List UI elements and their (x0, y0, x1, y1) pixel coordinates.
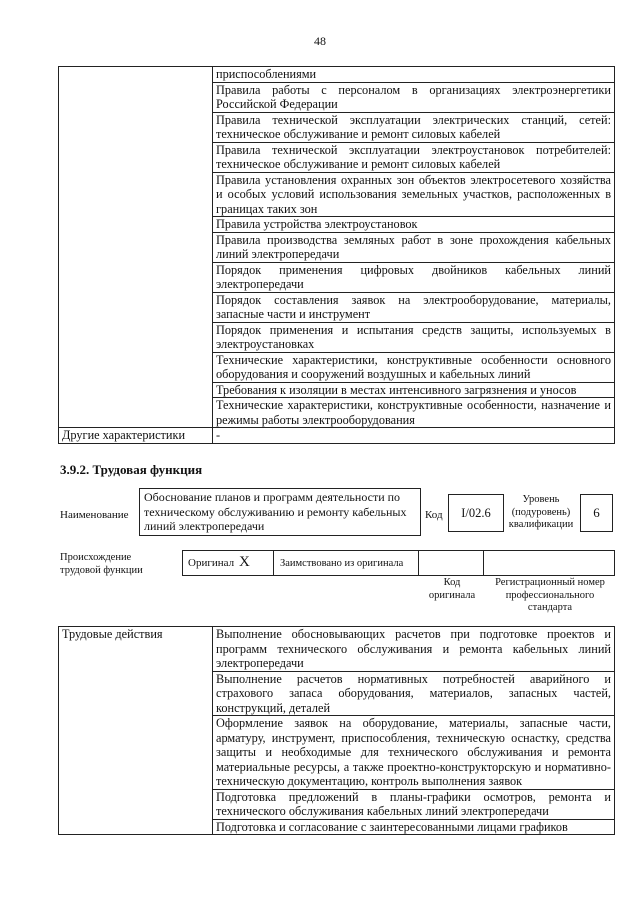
table-cell: Правила установления охранных зон объектов электросетевого хозяйства и особых условий использования земельных участков, расположенных в границах таких зон (213, 172, 615, 217)
origin-borrowed-box (273, 550, 419, 576)
original-mark: X (239, 554, 250, 570)
knowledge-table (58, 66, 615, 444)
table-cell: Правила устройства электроустановок (213, 217, 615, 233)
table-cell: Подготовка предложений в планы-графики осмотров, ремонта и технического обслуживания кабельных линий электропередачи (213, 789, 615, 819)
page-number: 48 (314, 34, 326, 48)
code-label: Код (425, 509, 443, 521)
table-cell: Порядок применения и испытания средств защиты, используемых в электроустановках (213, 322, 615, 352)
function-name-value: Обоснование планов и программ деятельности по техническому обслуживанию и ремонту кабельных линий электропередачи (144, 490, 407, 533)
table-cell: Порядок применения цифровых двойников кабельных линий электропередачи (213, 262, 615, 292)
function-name-box (139, 488, 421, 536)
origin-label: Происхождение трудовой функции (60, 552, 143, 576)
other-characteristics-value: - (213, 428, 615, 444)
table-row (59, 428, 615, 444)
table-row (59, 67, 615, 83)
table-cell: Подготовка и согласование с заинтересованными лицами графиков (213, 819, 615, 835)
table-cell: Технические характеристики, конструктивные особенности основного оборудования и сооружений воздушных и кабельных линий (213, 352, 615, 382)
table-cell: Правила технической эксплуатации электроустановок потребителей: техническое обслуживание и ремонт силовых кабелей (213, 142, 615, 172)
table-cell: Технические характеристики, конструктивные особенности, назначение и режимы работы электрооборудования (213, 398, 615, 428)
table-label-cell-empty (59, 67, 213, 428)
table-cell: Оформление заявок на оборудование, материалы, запасные части, арматуру, инструмент, приспособления, техническую оснастку, средства защиты и необходимые для технического обслуживания и ремонта материальные ресурсы, а также проектно-конструкторскую и нормативно-техническую документацию, контроль выполнения заявок (213, 716, 615, 790)
original-label: Оригинал (188, 557, 235, 569)
code-value-box (448, 494, 504, 532)
table-cell: Правила технической эксплуатации электрических станций, сетей: техническое обслуживание и ремонт силовых кабелей (213, 112, 615, 142)
name-label: Наименование (60, 509, 129, 521)
table-cell: Выполнение расчетов нормативных потребностей аварийного и страхового запаса оборудования, материалов, запасных частей, конструкций, деталей (213, 671, 615, 716)
reg-caption: Регистрационный номер профессионального стандарта (495, 577, 605, 613)
borrowed-label: Заимствовано из оригинала (280, 558, 404, 569)
level-value: 6 (593, 505, 600, 520)
table-cell: Выполнение обосновывающих расчетов при подготовке проектов и программ технического обслуживания и ремонта кабельных линий электропередачи (213, 627, 615, 672)
labor-actions-table (58, 626, 615, 835)
labor-actions-label: Трудовые действия (59, 627, 213, 835)
code-value: I/02.6 (461, 506, 491, 520)
other-characteristics-label: Другие характеристики (59, 428, 213, 444)
section-title: 3.9.2. Трудовая функция (60, 462, 203, 477)
code-caption: Код оригинала (428, 577, 476, 601)
origin-original-box (182, 550, 274, 576)
level-label: Уровень (подуровень) квалификации (508, 494, 574, 530)
level-value-box (580, 494, 613, 532)
origin-reg-box (483, 550, 615, 576)
table-cell: Порядок составления заявок на электрооборудование, материалы, запасные части и инструмент (213, 292, 615, 322)
table-cell: Требования к изоляции в местах интенсивного загрязнения и уносов (213, 382, 615, 398)
table-cell: Правила работы с персоналом в организациях электроэнергетики Российской Федерации (213, 82, 615, 112)
table-cell: приспособлениями (213, 67, 615, 83)
table-cell: Правила производства земляных работ в зоне прохождения кабельных линий электропередачи (213, 232, 615, 262)
table-row (59, 627, 615, 672)
origin-code-box (418, 550, 484, 576)
